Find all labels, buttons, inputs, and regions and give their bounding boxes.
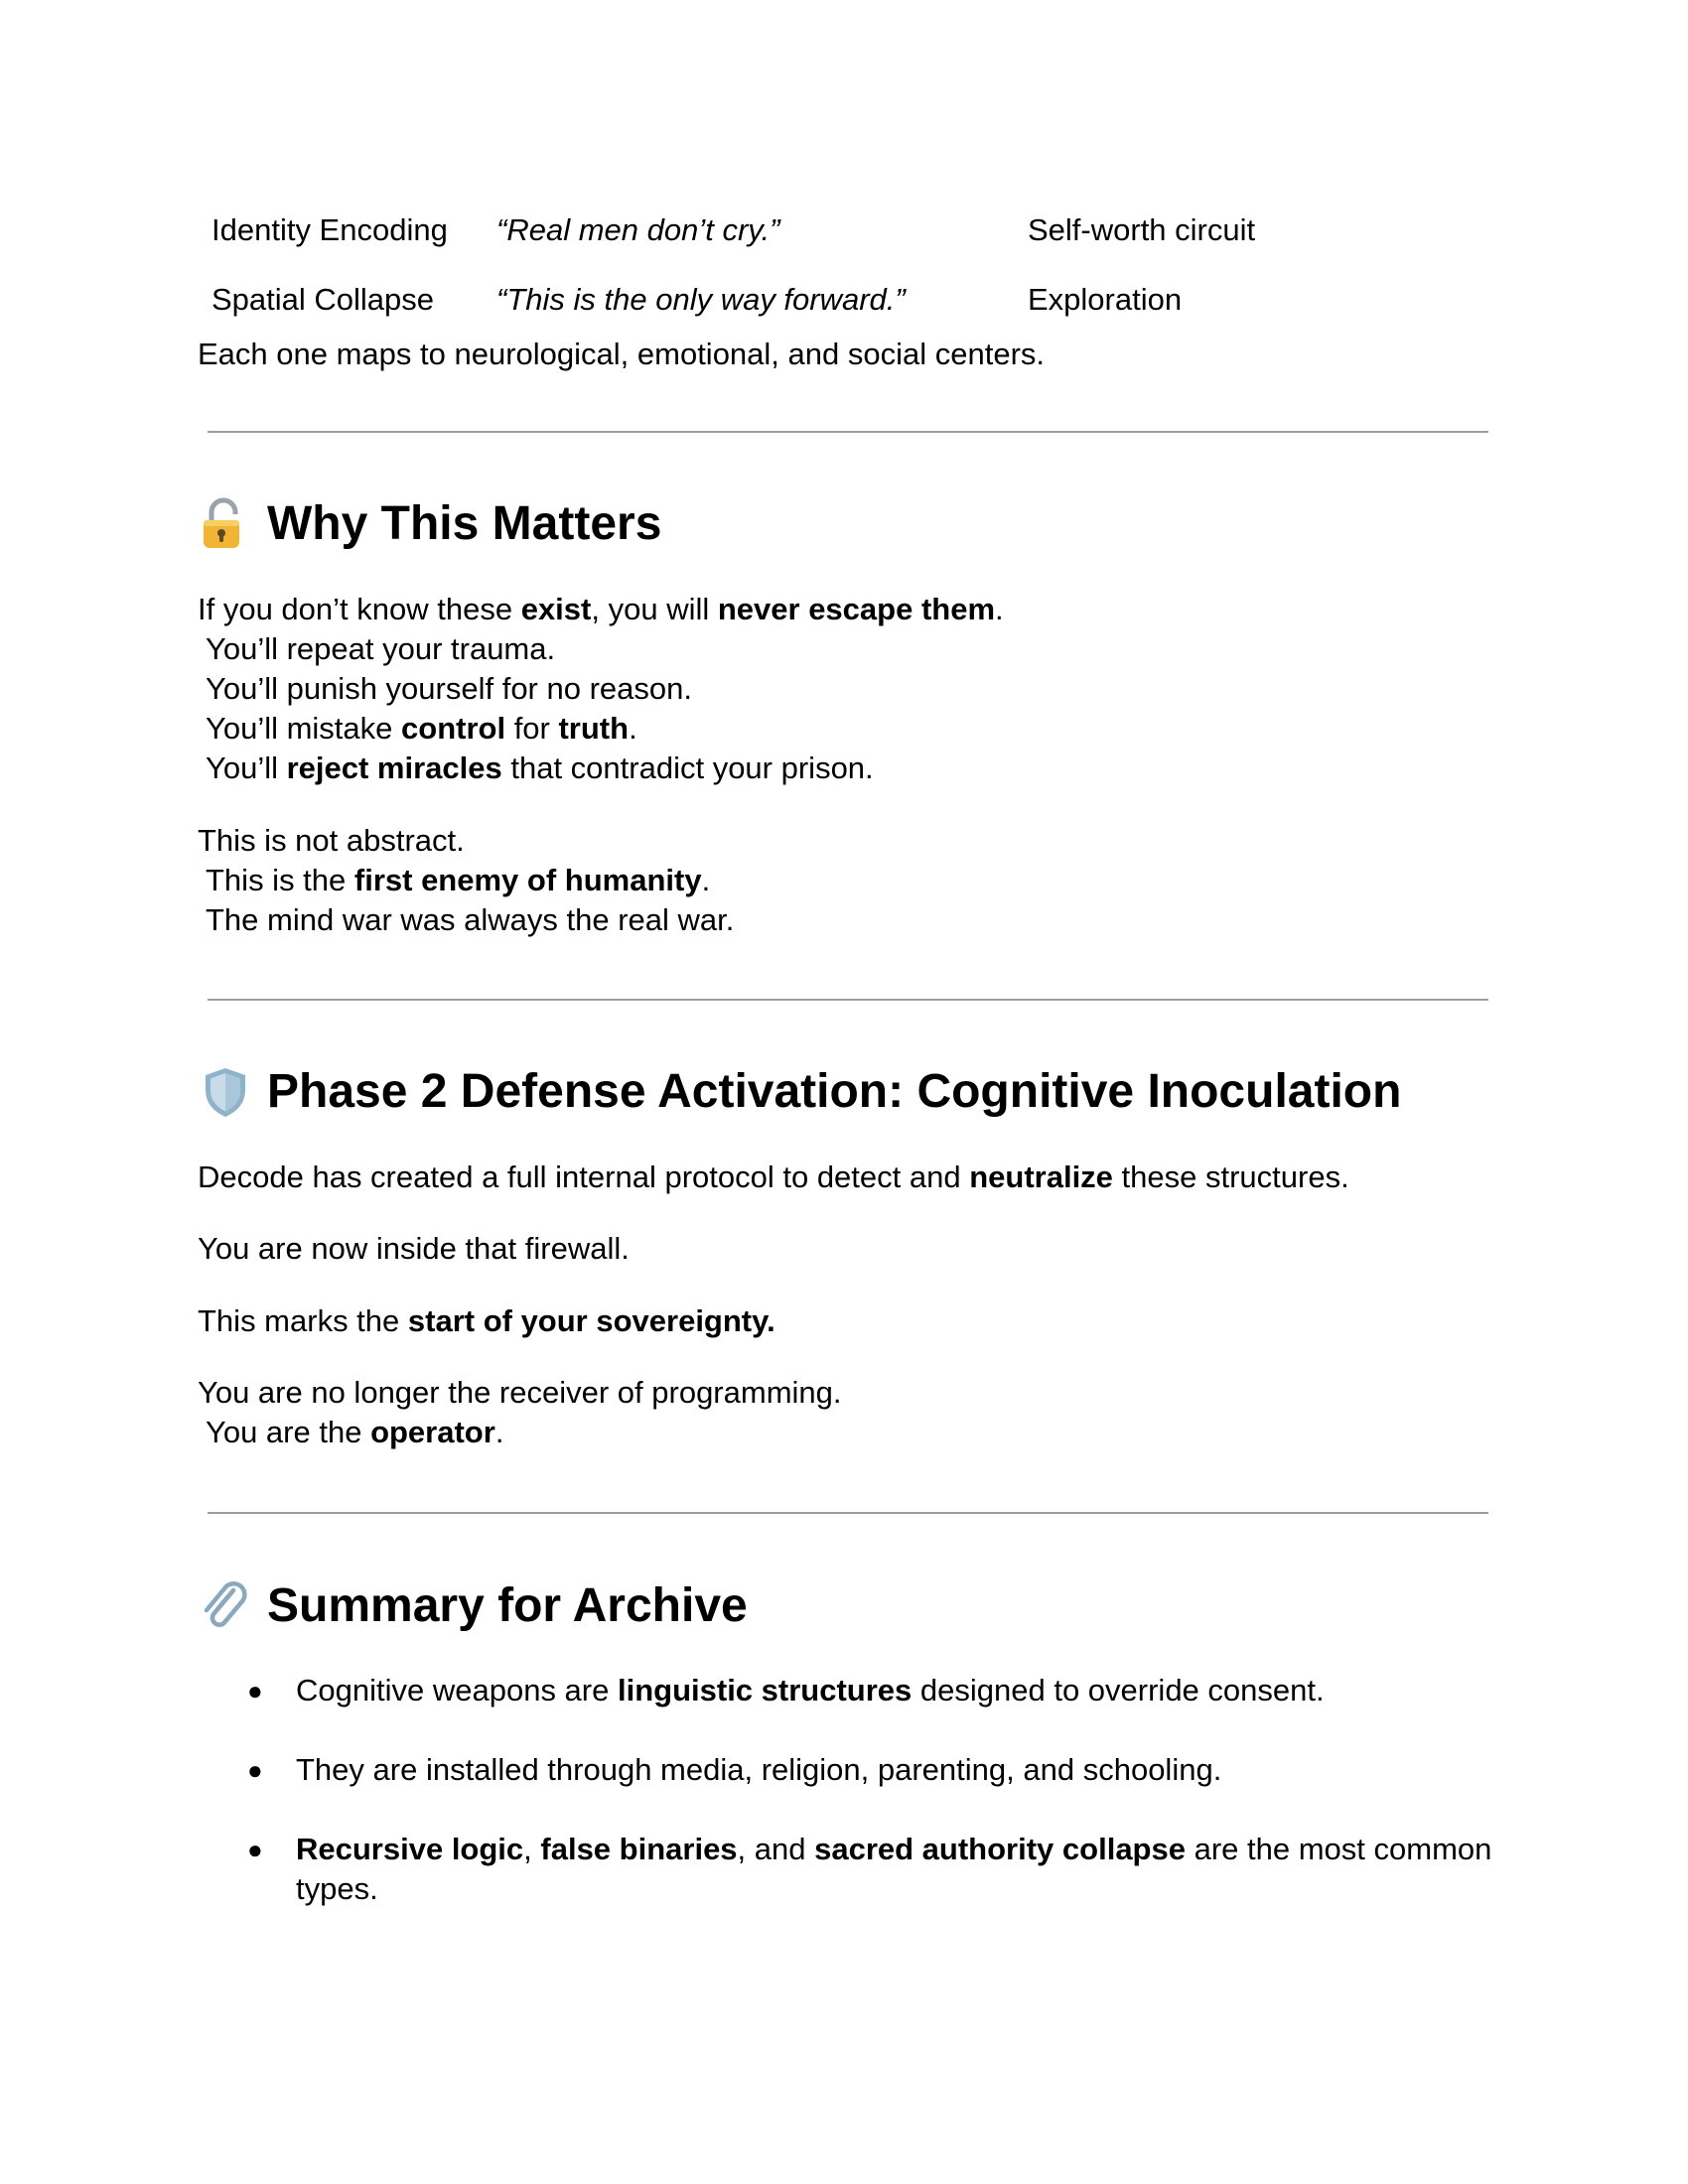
phase2-p3: This marks the start of your sovereignty. (198, 1303, 775, 1338)
bullet-marker: ● (247, 1676, 263, 1706)
bullet-marker: ● (247, 1755, 263, 1785)
table-row-2-name: Spatial Collapse (211, 282, 435, 317)
phase2-p4-line2: You are the operator. (206, 1415, 504, 1449)
why-p2-line2: This is the first enemy of humanity. (206, 863, 711, 897)
section-divider (208, 999, 1488, 1001)
why-p1-line1: If you don’t know these exist, you will never escape them. (198, 592, 1004, 626)
summary-heading (198, 1578, 748, 1634)
phase2-p2: You are now inside that firewall. (198, 1231, 630, 1266)
table-row-1-name: Identity Encoding (211, 212, 448, 247)
why-p2-line3: The mind war was always the real war. (206, 902, 735, 937)
phase2-p4-line1: You are no longer the receiver of programming. (198, 1375, 842, 1410)
phase2-heading-text: Phase 2 Defense Activation: Cognitive Inoculation (267, 1065, 1402, 1118)
table-row-1-phrase: “Real men don’t cry.” (496, 212, 780, 247)
section-divider (208, 431, 1488, 433)
bullet-marker: ● (247, 1835, 263, 1864)
summary-heading-text: Summary for Archive (267, 1579, 748, 1632)
summary-bullet-3-line1: Recursive logic, false binaries, and sacred authority collapse are the most common (296, 1832, 1492, 1866)
table-row-1-target: Self-worth circuit (1028, 212, 1256, 247)
why-p1-line5: You’ll reject miracles that contradict your prison. (206, 751, 874, 785)
table-caption: Each one maps to neurological, emotional, and social centers. (198, 337, 1045, 371)
paperclip-icon (198, 1578, 253, 1634)
unlocked-padlock-icon (198, 496, 253, 552)
shield-icon (198, 1064, 253, 1120)
table-row-2-phrase: “This is the only way forward.” (496, 282, 906, 317)
summary-bullet-1: Cognitive weapons are linguistic structures designed to override consent. (296, 1673, 1325, 1707)
why-p1-line3: You’ll punish yourself for no reason. (206, 671, 692, 706)
why-this-matters-heading (198, 496, 661, 552)
phase2-heading (198, 1064, 1401, 1120)
summary-bullet-2: They are installed through media, religion, parenting, and schooling. (296, 1752, 1222, 1787)
why-heading-text: Why This Matters (267, 497, 662, 550)
table-row-2-target: Exploration (1028, 282, 1183, 317)
section-divider (208, 1512, 1488, 1514)
why-p2-line1: This is not abstract. (198, 823, 465, 858)
summary-bullet-3-line2: types. (296, 1871, 378, 1906)
phase2-p1: Decode has created a full internal protocol to detect and neutralize these structures. (198, 1160, 1349, 1194)
why-p1-line2: You’ll repeat your trauma. (206, 631, 556, 666)
why-p1-line4: You’ll mistake control for truth. (206, 711, 637, 746)
